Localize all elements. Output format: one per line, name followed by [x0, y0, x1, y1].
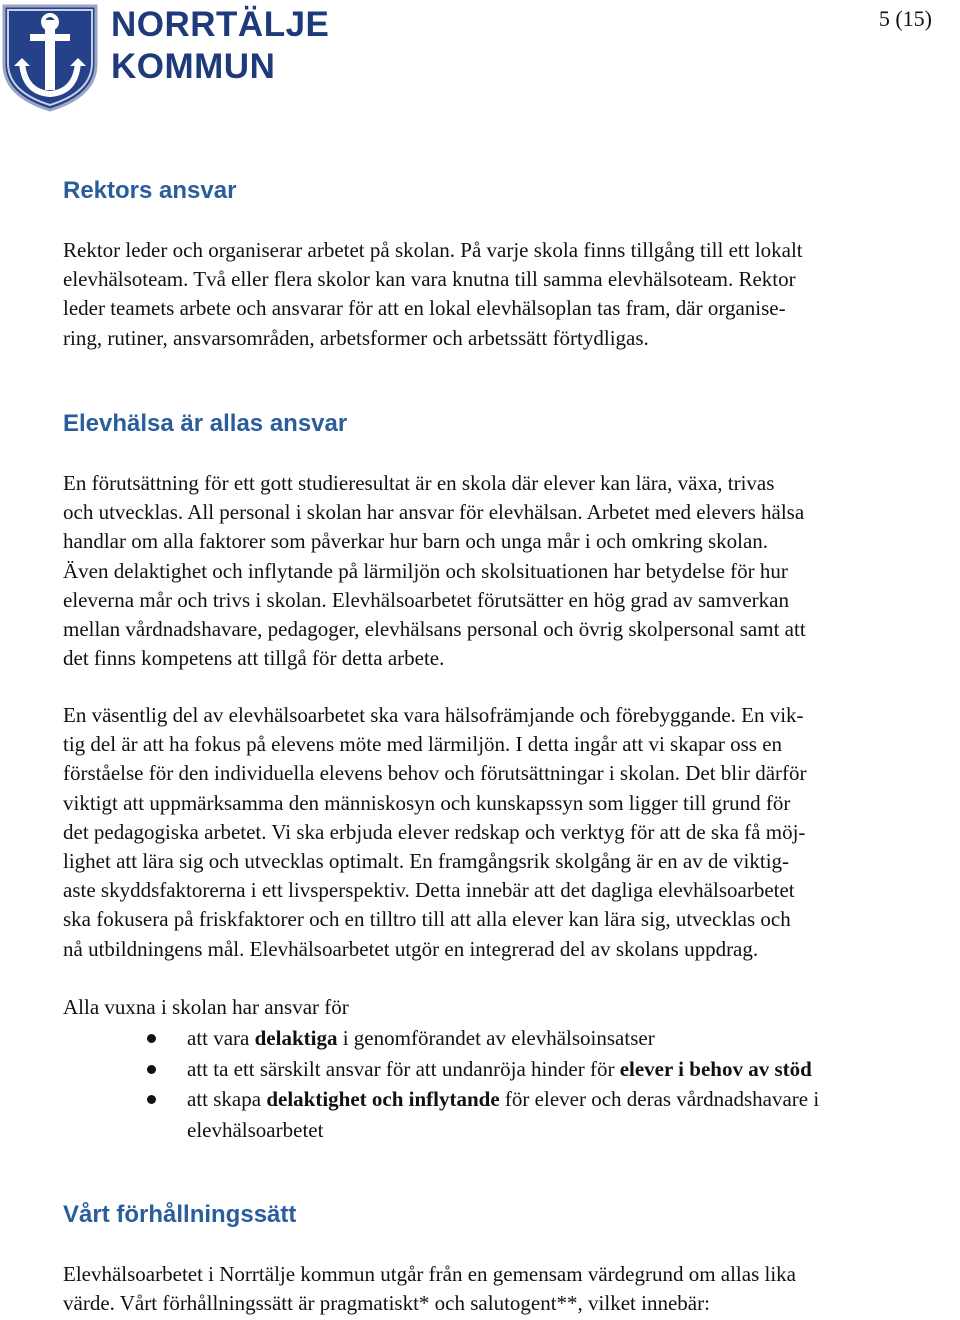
- logo-line-1: NORRTÄLJE: [111, 5, 330, 44]
- section-heading-rektors-ansvar: Rektors ansvar: [63, 177, 237, 204]
- text-line: det finns kompetens att tillgå för detta arbete.: [63, 646, 445, 671]
- anchor-shield-icon: [0, 0, 100, 113]
- text-line: värde. Vårt förhållningssätt är pragmatiskt* och salutogent**, vilket innebär:: [63, 1291, 710, 1316]
- text-line: Även delaktighet och inflytande på lärmiljön och skolsituationen har betydelse för hur: [63, 558, 788, 583]
- paragraph-rektors-ansvar: [63, 236, 958, 353]
- list-item: [63, 1084, 958, 1145]
- text-line: Elevhälsoarbetet i Norrtälje kommun utgår från en gemensam värdegrund om allas lika: [63, 1262, 797, 1286]
- text-line: En väsentlig del av elevhälsoarbetet ska vara hälsofrämjande och förebyggande. En vik-: [63, 703, 804, 727]
- bullet-emphasis: delaktiga: [254, 1026, 338, 1050]
- list-item: [63, 1054, 958, 1085]
- bullet-text: att ta ett särskilt ansvar för att undanröja hinder för: [187, 1056, 620, 1081]
- text-line: ska fokusera på friskfaktorer och en tilltro till att alla elever kan lära sig, utvecklas och: [63, 907, 791, 932]
- text-line: aste skyddsfaktorerna i ett livsperspektiv. Detta innebär att det dagliga elevhälsoarbetet: [63, 878, 795, 903]
- text-line: nå utbildningens mål. Elevhälsoarbetet utgör en integrerad del av skolans uppdrag.: [63, 936, 759, 961]
- bullet-emphasis: delaktighet och inflytande: [266, 1087, 500, 1111]
- text-line: tig del är att ha fokus på elevens möte med lärmiljön. I detta ingår att vi skapar oss en: [63, 732, 783, 757]
- text-line: handlar om alla faktorer som påverkar hur barn och unga mår i och omkring skolan.: [63, 529, 769, 554]
- paragraph-forhallningssatt: [63, 1260, 958, 1318]
- paragraph-elevhalsa-2: [63, 701, 958, 964]
- text-line: En förutsättning för ett gott studieresultat är en skola där elever kan lära, växa, trivas: [63, 471, 775, 495]
- bullet-icon: [147, 1034, 156, 1043]
- bullet-icon: [147, 1095, 156, 1104]
- text-line: eleverna mår och trivs i skolan. Elevhälsoarbetet förutsätter en hög grad av samverkan: [63, 587, 789, 612]
- logo-wordmark: [111, 4, 329, 88]
- responsibility-list: [63, 1023, 958, 1145]
- list-intro: [63, 993, 958, 1022]
- section-heading-forhallningssatt: Vårt förhållningssätt: [63, 1201, 297, 1228]
- text-line: leder teamets arbete och ansvarar för att en lokal elevhälsoplan tas fram, där organise-: [63, 296, 786, 321]
- bullet-text: att vara: [187, 1026, 255, 1050]
- text-line: elevhälsoteam. Två eller flera skolor kan vara knutna till samma elevhälsoteam. Rektor: [63, 267, 796, 292]
- text-line: och utvecklas. All personal i skolan har ansvar för elevhälsan. Arbetet med elevers hälsa: [63, 500, 805, 525]
- text-line: mellan vårdnadshavare, pedagoger, elevhälsans personal och övrig skolpersonal samt att: [63, 617, 806, 642]
- text-line: det pedagogiska arbetet. Vi ska erbjuda elever redskap och verktyg för att de ska få möj-: [63, 819, 806, 844]
- text-line: Alla vuxna i skolan har ansvar för: [63, 995, 349, 1019]
- section-heading-elevhalsa: Elevhälsa är allas ansvar: [63, 410, 348, 437]
- list-item: [63, 1023, 958, 1054]
- bullet-text: att skapa: [187, 1087, 267, 1111]
- text-line: Rektor leder och organiserar arbetet på skolan. På varje skola finns tillgång till ett lokalt: [63, 238, 803, 262]
- text-line: lighet att lära sig och utvecklas optimalt. En framgångsrik skolgång är en av de viktig-: [63, 849, 790, 874]
- municipality-logo: [0, 0, 330, 115]
- bullet-text: för elever och deras vårdnadshavare i: [499, 1087, 820, 1111]
- paragraph-elevhalsa-1: [63, 469, 958, 673]
- text-line: viktigt att uppmärksamma den människosyn och kunskapssyn som ligger till grund för: [63, 790, 791, 815]
- bullet-text: elevhälsoarbetet: [187, 1117, 324, 1142]
- bullet-icon: [147, 1065, 156, 1074]
- logo-line-2: KOMMUN: [111, 47, 276, 86]
- bullet-text: i genomförandet av elevhälsoinsatser: [337, 1026, 655, 1050]
- bullet-emphasis: elever i behov av stöd: [619, 1056, 812, 1081]
- page-number: 5 (15): [878, 6, 932, 31]
- text-line: förståelse för den individuella elevens behov och förutsättningar i skolan. Det blir därför: [63, 761, 807, 786]
- text-line: ring, rutiner, ansvarsområden, arbetsformer och arbetssätt förtydligas.: [63, 325, 649, 350]
